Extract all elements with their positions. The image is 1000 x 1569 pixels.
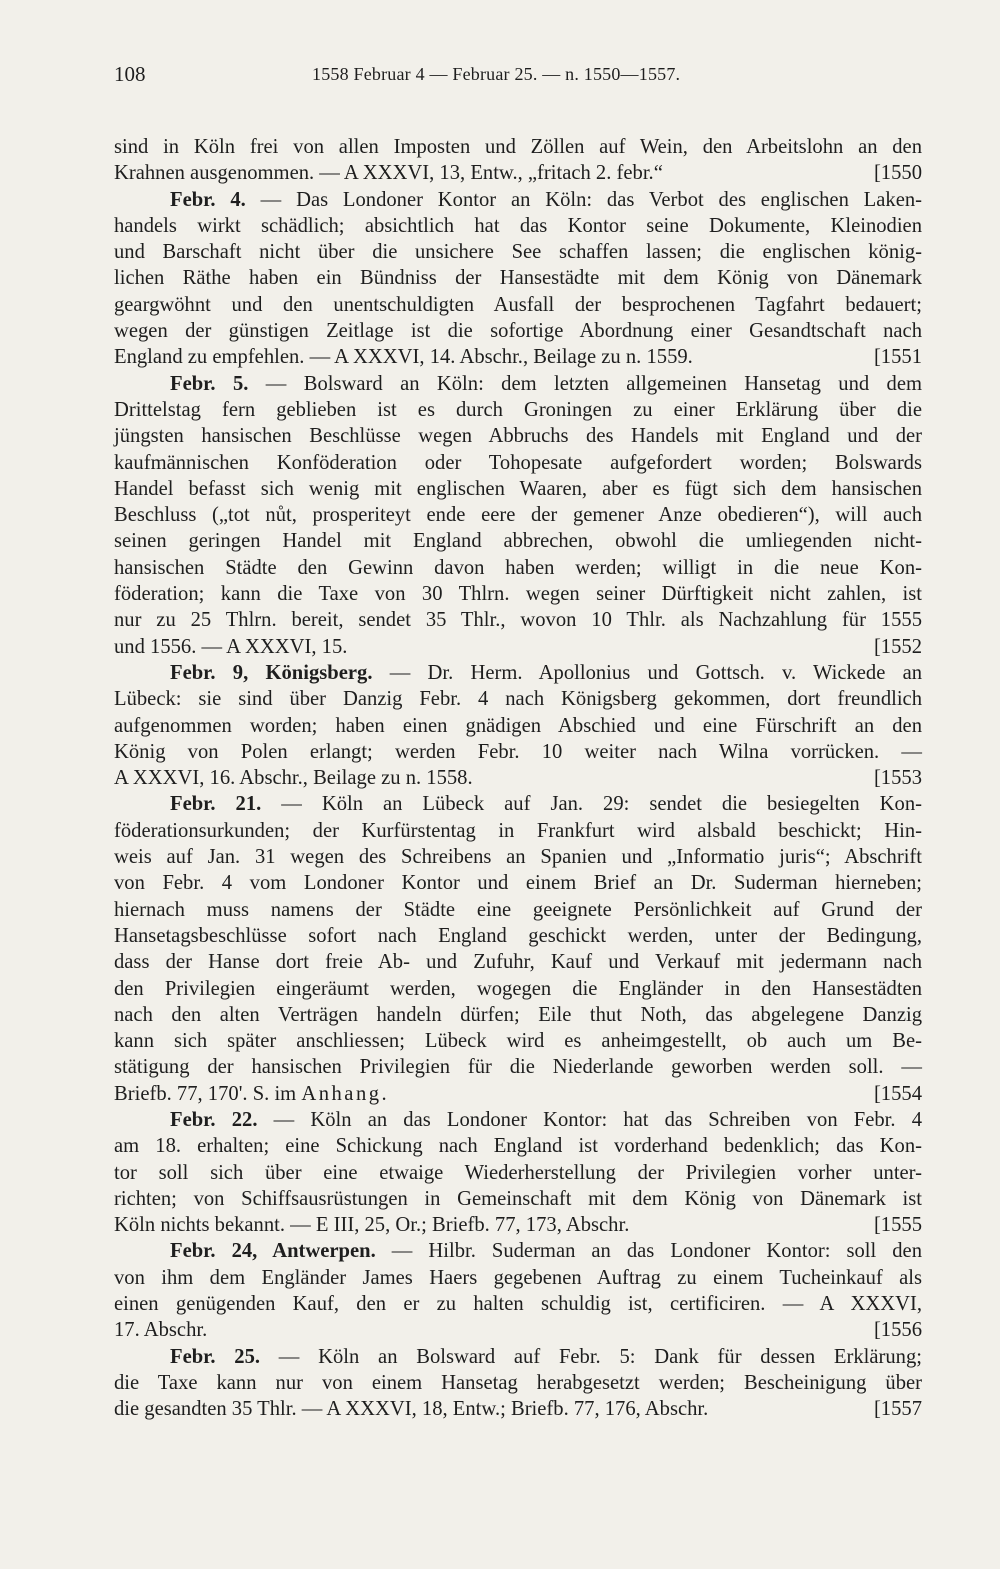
text-line <box>114 502 922 528</box>
text-line <box>114 1054 922 1080</box>
regest-number: [1552 <box>873 635 922 658</box>
line-text: — Köln an Bolsward auf Febr. 5: Dank für dessen Erklärung; <box>260 1345 923 1368</box>
line-text: nach den alten Verträgen handeln dürfen; Eile thut Noth, das abgelegene Danzig <box>114 1003 922 1026</box>
text-line <box>114 818 922 844</box>
line-text: handels wirkt schädlich; absichtlich hat das Kontor seine Dokumente, Kleinodien <box>114 214 922 237</box>
entry-date: Febr. 9, Königsberg. <box>170 661 373 684</box>
line-text: Beschluss („tot nůt, prosperiteyt ende eere der gemener Anze obedieren“), will auch <box>114 504 922 527</box>
line-text: am 18. erhalten; eine Schickung nach England ist vorderhand bedenklich; das Kon- <box>114 1135 922 1158</box>
line-text: 17. Abschr. <box>114 1319 208 1342</box>
line-text: Handel befasst sich wenig mit englischen Waaren, aber es fügt sich dem hansischen <box>114 477 922 500</box>
entry-date: Febr. 21. <box>170 793 262 816</box>
text-line <box>114 660 922 686</box>
line-text: von Febr. 4 vom Londoner Kontor und einem Brief an Dr. Suderman hierneben; <box>114 872 922 895</box>
line-text: Drittelstag fern geblieben ist es durch Groningen zu einer Erklärung über die <box>114 398 922 421</box>
line-text: jüngsten hansischen Beschlüsse wegen Abbruchs des Handels mit England und der <box>114 425 922 448</box>
text-line <box>114 923 922 949</box>
running-head <box>114 62 922 98</box>
line-text: tor soll sich über eine etwaige Wiederherstellung der Privilegien vorher unter- <box>114 1161 922 1184</box>
line-text: Köln nichts bekannt. — E III, 25, Or.; Briefb. 77, 173, Abschr. <box>114 1214 630 1237</box>
line-text: Briefb. 77, 170'. S. im <box>114 1082 302 1105</box>
text-line <box>114 686 922 712</box>
line-text: aufgenommen worden; haben einen gnädigen Abschied und eine Fürschrift an den <box>114 714 922 737</box>
line-text: die gesandten 35 Thlr. — A XXXVI, 18, Entw.; Briefb. 77, 176, Abschr. <box>114 1398 709 1421</box>
regest-body <box>114 134 922 1423</box>
line-text: seinen geringen Handel mit England abbrechen, obwohl die umliegenden nicht- <box>114 530 922 553</box>
text-line <box>114 713 922 739</box>
text-line <box>114 528 922 554</box>
text-line <box>114 1133 922 1159</box>
text-line <box>114 213 922 239</box>
regest-number: [1555 <box>873 1214 922 1237</box>
text-line <box>114 870 922 896</box>
line-text: die Taxe kann nur von einem Hansetag herabgesetzt werden; Bescheinigung über <box>114 1371 922 1394</box>
text-line <box>114 844 922 870</box>
line-text: richten; von Schiffsausrüstungen in Gemeinschaft mit dem König von Dänemark ist <box>114 1187 922 1210</box>
text-line <box>114 1238 922 1264</box>
line-text: föderationsurkunden; der Kurfürstentag in Frankfurt wird alsbald beschickt; Hin- <box>114 819 922 842</box>
text-line <box>114 1081 922 1107</box>
entry-date: Febr. 25. <box>170 1345 261 1368</box>
text-line <box>114 423 922 449</box>
entry-date: Febr. 22. <box>170 1108 258 1131</box>
text-line <box>114 160 922 186</box>
text-line <box>114 1002 922 1028</box>
entry-date: Febr. 24, Antwerpen. <box>170 1240 376 1263</box>
line-text: — Köln an das Londoner Kontor: hat das Schreiben von Febr. 4 <box>257 1108 922 1131</box>
line-text: — Bolsward an Köln: dem letzten allgemeinen Hansetag und dem <box>248 372 922 395</box>
line-tail: . <box>381 1082 387 1105</box>
text-line <box>114 1370 922 1396</box>
line-text: nur zu 25 Thlrn. bereit, sendet 35 Thlr., wovon 10 Thlr. als Nachzahlung für 1555 <box>114 609 922 632</box>
text-line <box>114 1107 922 1133</box>
text-line <box>114 397 922 423</box>
line-text: — Köln an Lübeck auf Jan. 29: sendet die besiegelten Kon- <box>261 793 922 816</box>
text-line <box>114 1317 922 1343</box>
text-line <box>114 607 922 633</box>
text-line <box>114 791 922 817</box>
regest-number: [1550 <box>873 162 922 185</box>
line-text: einen genügenden Kauf, den er zu halten schuldig ist, certificiren. — A XXXVI, <box>114 1293 922 1316</box>
text-line <box>114 765 922 791</box>
text-line <box>114 187 922 213</box>
line-text: wegen der günstigen Zeitlage ist die sofortige Abordnung einer Gesandtschaft nach <box>114 320 922 343</box>
regest-number: [1556 <box>873 1319 922 1342</box>
text-line <box>114 476 922 502</box>
line-text: König von Polen erlangt; werden Febr. 10 weiter nach Wilna vorrücken. — <box>114 740 922 763</box>
text-line <box>114 344 922 370</box>
regest-number: [1553 <box>873 767 922 790</box>
line-text: hansischen Städte den Gewinn davon haben werden; willigt in die neue Kon- <box>114 556 922 579</box>
line-text: stätigung der hansischen Privilegien für die Niederlande geworben werden soll. — <box>114 1056 922 1079</box>
line-text: geargwöhnt und den unentschuldigten Ausfall der besprochenen Tagfahrt bedauert; <box>114 293 922 316</box>
text-line <box>114 265 922 291</box>
text-line <box>114 134 922 160</box>
regest-number: [1551 <box>873 346 922 369</box>
text-line <box>114 976 922 1002</box>
text-line <box>114 1186 922 1212</box>
text-line <box>114 739 922 765</box>
line-text: dass der Hanse dort freie Ab- und Zufuhr, Kauf und Verkauf mit jedermann nach <box>114 951 922 974</box>
line-text: England zu empfehlen. — A XXXVI, 14. Abschr., Beilage zu n. 1559. <box>114 346 693 369</box>
text-line <box>114 949 922 975</box>
entry-date: Febr. 5. <box>170 372 249 395</box>
text-line <box>114 1160 922 1186</box>
text-line <box>114 1396 922 1422</box>
text-line <box>114 555 922 581</box>
line-text: A XXXVI, 16. Abschr., Beilage zu n. 1558. <box>114 767 473 790</box>
regest-number: [1557 <box>873 1398 922 1421</box>
line-text: kann sich später anschliessen; Lübeck wird es anheimgestellt, ob auch um Be- <box>114 1030 922 1053</box>
line-text: — Hilbr. Suderman an das Londoner Kontor: soll den <box>375 1240 922 1263</box>
line-text: und 1556. — A XXXVI, 15. <box>114 635 348 658</box>
header-range: 1558 Februar 4 — Februar 25. — n. 1550—1557. <box>312 64 681 84</box>
line-text: den Privilegien eingeräumt werden, wogegen die Engländer in den Hansestädten <box>114 977 922 1000</box>
text-line <box>114 371 922 397</box>
text-line <box>114 292 922 318</box>
text-line <box>114 1212 922 1238</box>
line-text: Hansetagsbeschlüsse sofort nach England geschickt werden, unter der Bedingung, <box>114 924 922 947</box>
text-line <box>114 239 922 265</box>
text-line <box>114 1028 922 1054</box>
text-line <box>114 318 922 344</box>
regest-number: [1554 <box>873 1082 922 1105</box>
line-text: — Das Londoner Kontor an Köln: das Verbot des englischen Laken- <box>245 188 922 211</box>
line-text: Krahnen ausgenommen. — A XXXVI, 13, Entw., „fritach 2. febr.“ <box>114 162 663 185</box>
line-text: und Barschaft nicht über die unsichere See schaffen lassen; die englischen könig- <box>114 241 922 264</box>
text-line <box>114 897 922 923</box>
line-text: Lübeck: sie sind über Danzig Febr. 4 nach Königsberg gekommen, dort freundlich <box>114 688 922 711</box>
line-text: weis auf Jan. 31 wegen des Schreibens an Spanien und „Informatio juris“; Abschrift <box>114 846 922 869</box>
line-text: kaufmännischen Konföderation oder Tohopesate aufgefordert worden; Bolswards <box>114 451 922 474</box>
line-text: von ihm dem Engländer James Haers gegebenen Auftrag zu einem Tucheinkauf als <box>114 1266 922 1289</box>
text-line <box>114 1344 922 1370</box>
text-line <box>114 581 922 607</box>
entry-date: Febr. 4. <box>170 188 246 211</box>
page-number: 108 <box>114 62 146 86</box>
text-line <box>114 1265 922 1291</box>
text-line <box>114 450 922 476</box>
spaced-text: Anhang <box>301 1082 382 1105</box>
text-line <box>114 1291 922 1317</box>
line-text: lichen Räthe haben ein Bündniss der Hansestädte mit dem König von Dänemark <box>114 267 922 290</box>
text-line <box>114 634 922 660</box>
line-text: föderation; kann die Taxe von 30 Thlrn. wegen seiner Dürftigkeit nicht zahlen, ist <box>114 583 922 606</box>
line-text: sind in Köln frei von allen Imposten und Zöllen auf Wein, den Arbeitslohn an den <box>114 136 922 158</box>
line-text: hiernach muss namens der Städte eine geeignete Persönlichkeit auf Grund der <box>114 898 922 921</box>
line-text: — Dr. Herm. Apollonius und Gottsch. v. Wickede an <box>372 661 923 684</box>
